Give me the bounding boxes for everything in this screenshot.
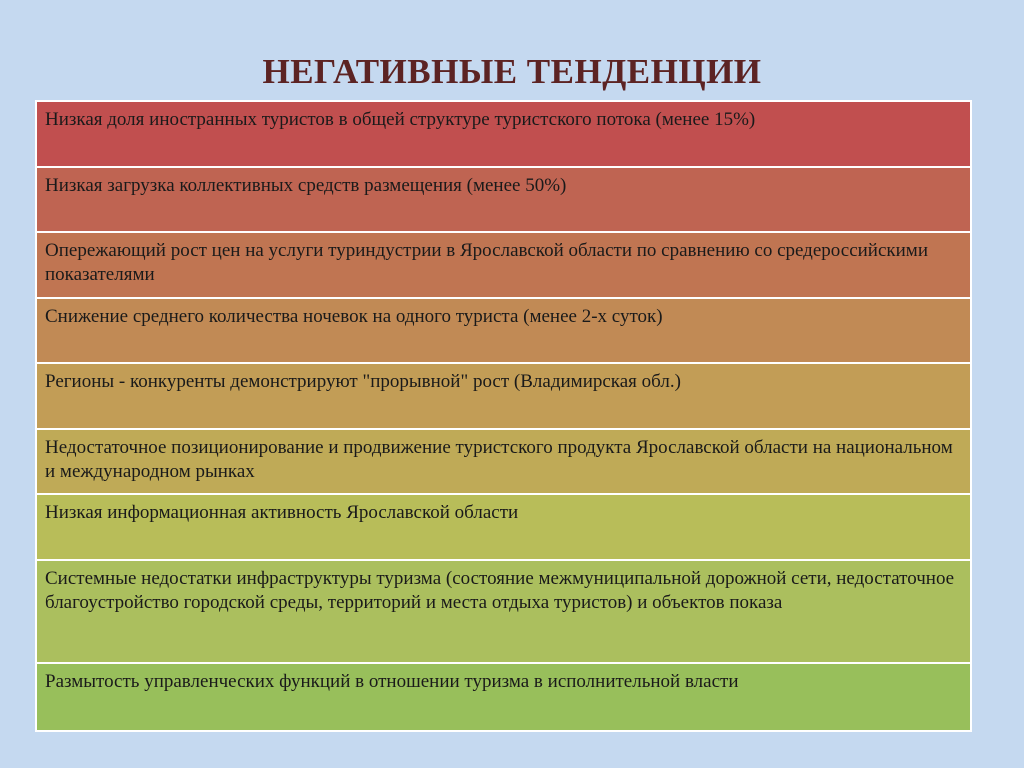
table-row: Снижение среднего количества ночевок на одного туриста (менее 2-х суток) [37, 299, 970, 364]
table-row: Размытость управленческих функций в отношении туризма в исполнительной власти [37, 664, 970, 730]
tendencies-table [35, 100, 972, 732]
table-row: Опережающий рост цен на услуги туриндустрии в Ярославской области по сравнению со средероссийскими показателями [37, 233, 970, 299]
table-row: Недостаточное позиционирование и продвижение туристского продукта Ярославской области на национальном и международном рынках [37, 430, 970, 495]
slide-title: НЕГАТИВНЫЕ ТЕНДЕНЦИИ [262, 52, 762, 91]
table-row: Системные недостатки инфраструктуры туризма (состояние межмуниципальной дорожной сети, недостаточное благоустройство городской среды, территорий и места отдыха туристов) и объектов показа [37, 561, 970, 664]
table-row: Низкая доля иностранных туристов в общей структуре туристского потока (менее 15%) [37, 102, 970, 168]
table-row: Низкая загрузка коллективных средств размещения (менее 50%) [37, 168, 970, 233]
table-row: Низкая информационная активность Ярославской области [37, 495, 970, 561]
table-row: Регионы - конкуренты демонстрируют "прорывной" рост (Владимирская обл.) [37, 364, 970, 430]
